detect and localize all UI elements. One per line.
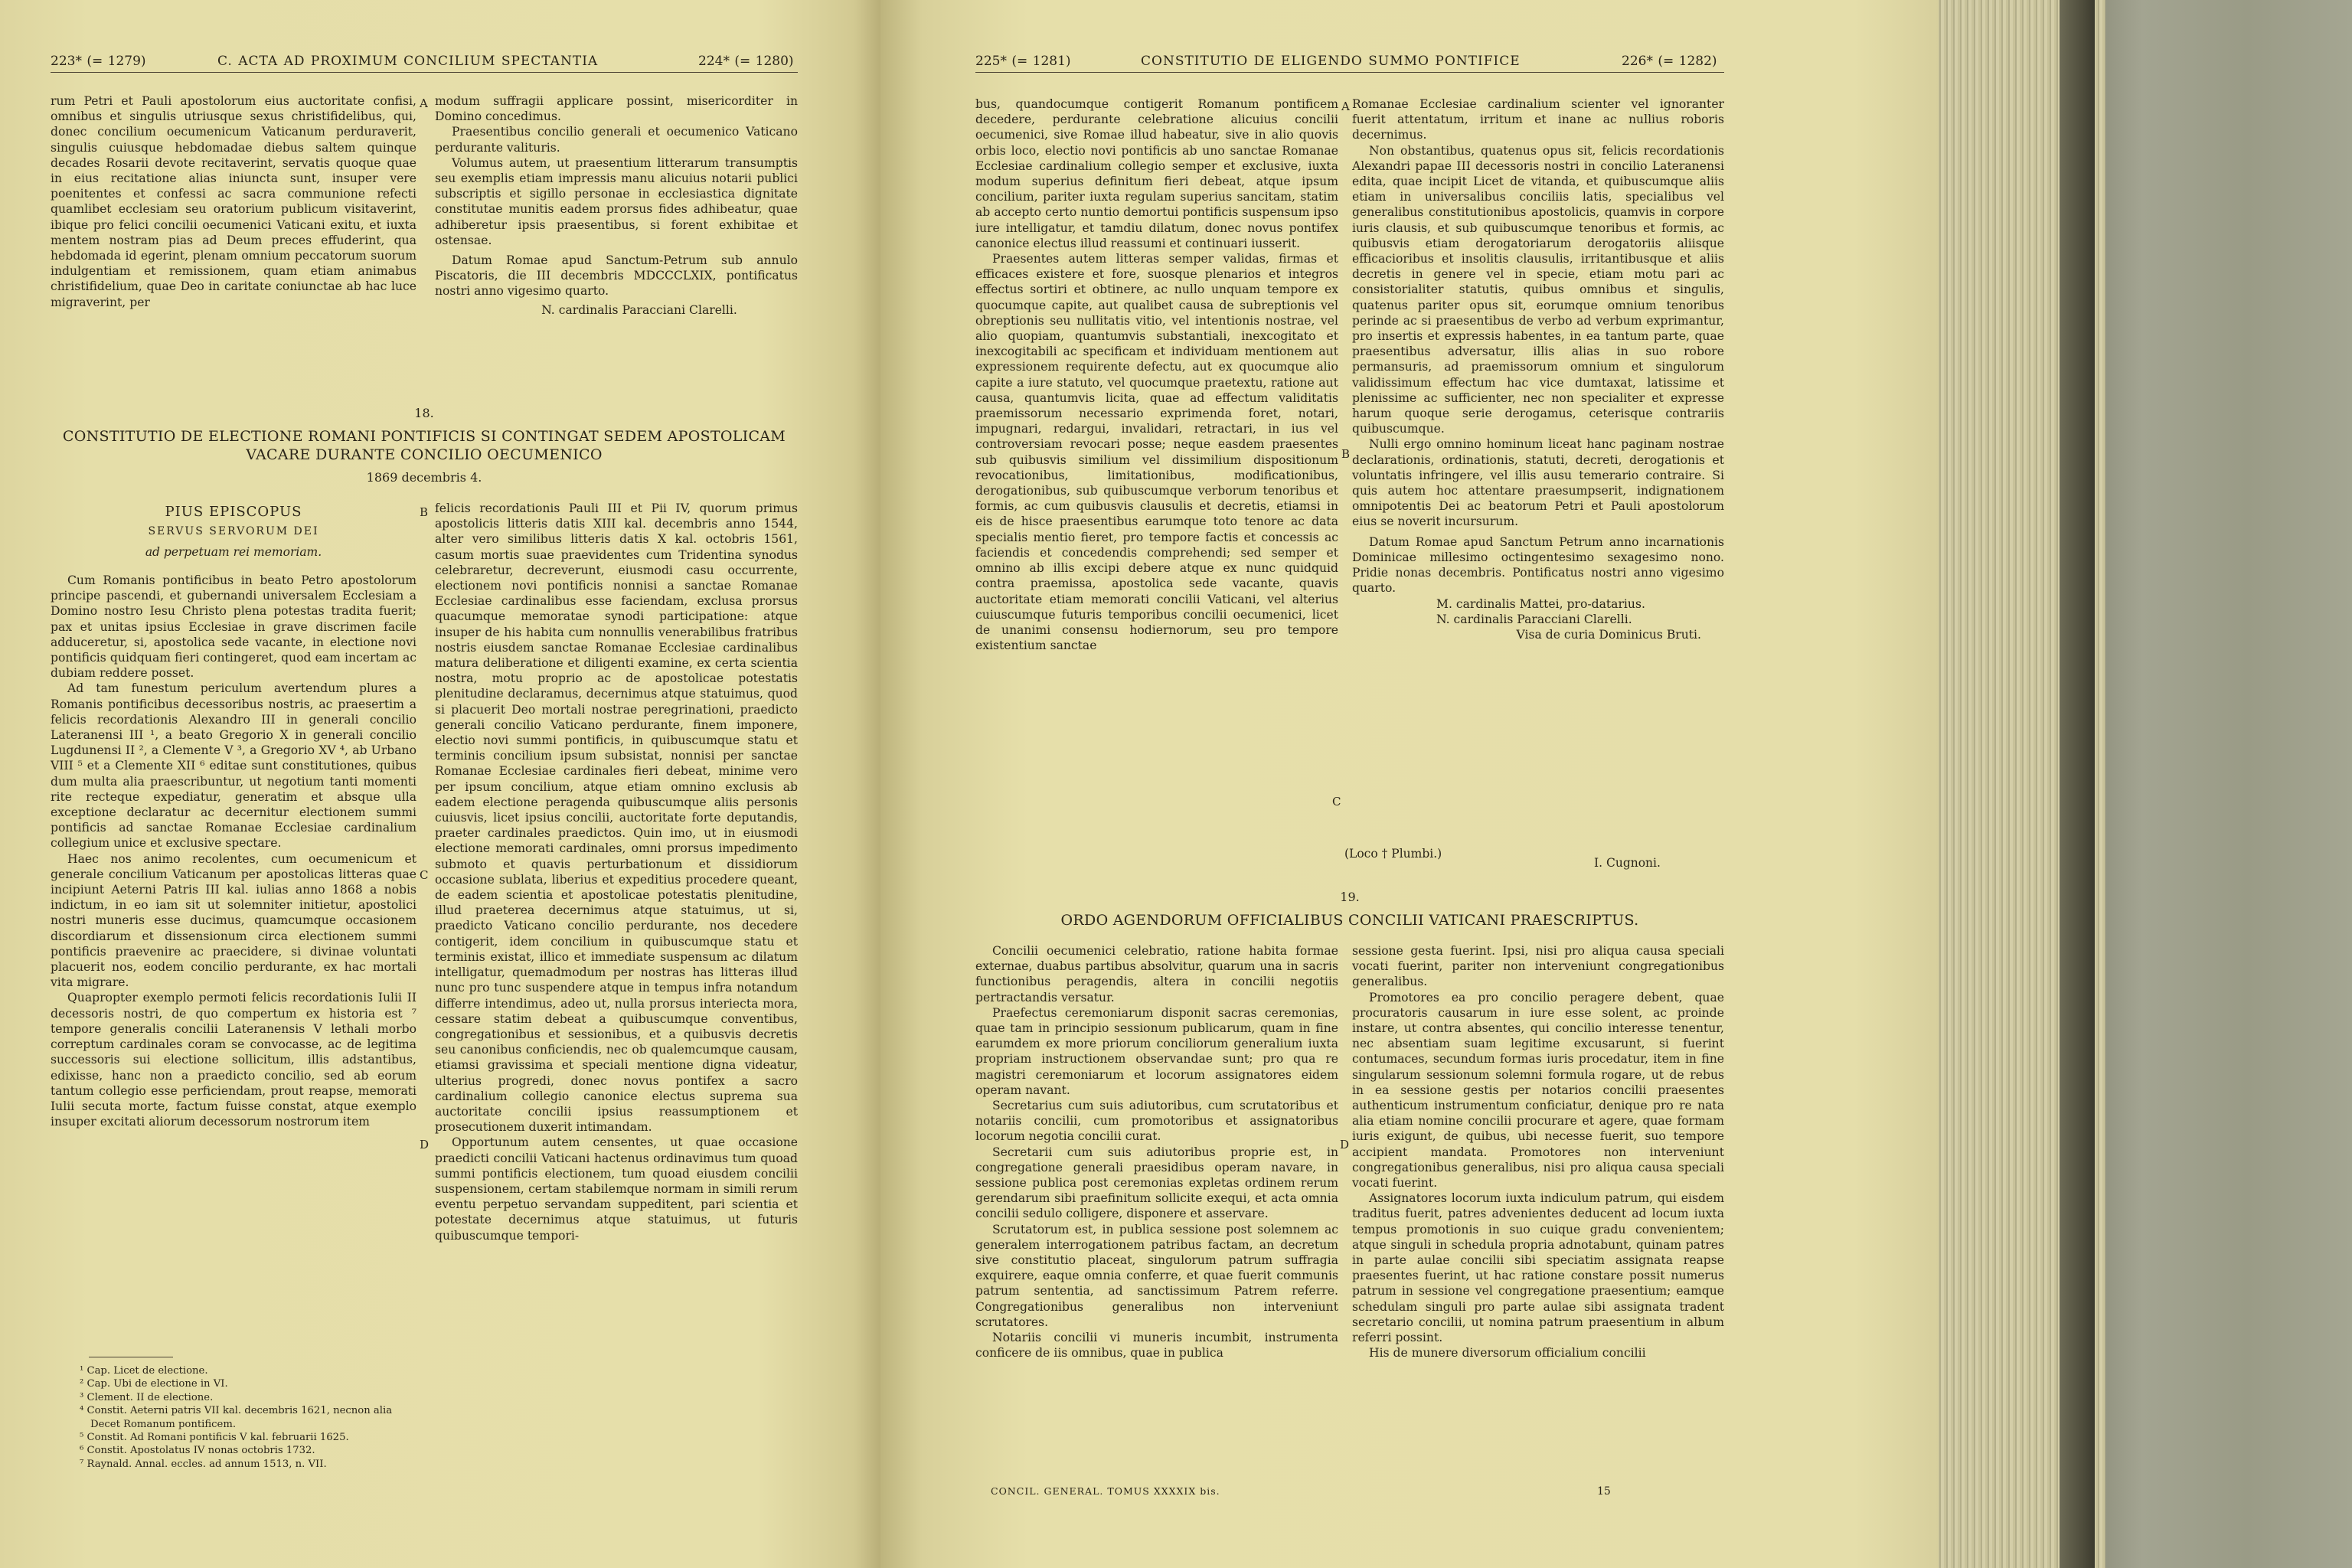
footnote: ⁵ Constit. Ad Romani pontificis V kal. februarii 1625. (80, 1432, 349, 1444)
footnote: ⁷ Raynald. Annal. eccles. ad annum 1513, n. VII. (80, 1458, 327, 1470)
paragraph: Secretarii cum suis adiutoribus proprie est, in congregatione generali praesidibus operam navare, in sessione publica post ceremonias expletas ordinem rerum gerendarum sibi praefinitum sollicite exequi, et acta omnia concilii sedulo colligere, disponere et asservare. (975, 1145, 1338, 1221)
footnote: ² Cap. Ubi de electione in VI. (80, 1378, 228, 1390)
paragraph: Ad tam funestum periculum avertendum plures a Romanis pontificibus decessoribus nostris, ac praesertim a felicis recordationis Alexandro III in generali concilio Lateranensi III ¹, a beato Gregorio X in generali concilio Lugdunensi II ², a Clemente V ³, a Gregorio XV ⁴, ab Urbano VIII ⁵ et a Clemente XII ⁶ editae sunt constitutiones, quibus dum multa alia praescribuntur, ut negotium tanti momenti rite recteque expediatur, generatim et absque ulla exceptione declaratur ac decernitur electionem summi pontificis ad sanctae Romanae Ecclesiae cardinalium collegium unice et exclusive spectare. (51, 681, 416, 851)
paragraph: Volumus autem, ut praesentium litterarum transumptis seu exemplis etiam impressis manu alicuius notarii publici subscriptis et sigillo personae in ecclesiastica dignitate constitutae munitis eadem prorsus fides adhibeatur, quae adhiberetur ipsis praesentibus, si forent exhibitae et ostensae. (435, 155, 798, 247)
right-page (880, 0, 1939, 1568)
running-head: C. ACTA AD PROXIMUM CONCILIUM SPECTANTIA (217, 54, 599, 69)
paragraph: Notariis concilii vi muneris incumbit, instrumenta conficere de iis omnibus, quae in publica (975, 1331, 1338, 1361)
pius-title: PIUS EPISCOPUS (165, 504, 302, 520)
document-date: 1869 decembris 4. (366, 470, 482, 485)
paragraph: Praesentes autem litteras semper validas, firmas et efficaces existere et fore, suosque plenarios et integros effectus sortiri et obtinere, ac nullo unquam tempore ex quocumque capite, aut qualibet causa de subreptionis vel obreptionis seu nullitatis vitio, vel intentionis nostrae, vel alio quopiam, quantumvis substantiali, inexcogitato et inexcogitabili ac specificam et individuam mentionem aut expressionem requirente defectu, aut ex quocumque alio capite a iure statuto, vel quocumque praetextu, ratione aut causa, quantumvis licita, quae ad effectum validitatis praemissorum necessario exprimenda foret, notari, impugnari, redargui, invalidari, retractari, in ius vel controversiam revocari posse; neque easdem praesentes sub quibusvis similium vel dissimilium dispositionum revocationibus, limitationibus, modificationibus, derogationibus, sub quibuscumque verborum tenoribus et formis, ac cum quibusvis clausulis et decretis, etiamsi in eis de hisce praesentibus earumque toto tenore ac data specialis mentio fieret, pro tempore factis et concessis ac faciendis et concedendis comprehendi; sed semper et omnino ab illis excipi debere atque ex nunc quidquid contra praemissa, apostolica sede vacante, quavis auctoritate etiam memorati concilii Vaticani, vel alterius cuiuscumque futuris temporibus concilii oecumenici, licet de unanimi consensu hodiernorum, seu pro tempore existentium sanctae (975, 252, 1338, 653)
paragraph: rum Petri et Pauli apostolorum eius auctoritate confisi, omnibus et singulis utriusque sexus christifidelibus, qui, donec concilium oecumenicum Vaticanum perduraverit, singulis cuiusque hebdomadae diebus saltem quinque decades Rosarii devote recitaverint, servatis quoque quae in eius recitatione alias iniuncta sunt, insuper vere poenitentes et confessi ac sacra communione refecti quamlibet ecclesiam seu oratorium publicum visitaverint, ibique pro felici concilii oecumenici Vaticani exitu, et iuxta mentem nostram pias ad Deum preces effuderint, qua hebdomada id egerint, plenam omnium peccatorum suorum indulgentiam et remissionem, quam etiam animabus christifidelium, quae Deo in caritate coniunctae ab hac luce migraverint, per (51, 94, 416, 309)
paragraph: felicis recordationis Pauli III et Pii IV, quorum primus apostolicis litteris datis XIII kal. decembris anno 1544, alter vero similibus litteris datis X kal. octobris 1561, casum mortis suae praevidentes cum Tridentina synodus celebraretur, decreverunt, eiusmodi casu occurrente, electionem novi pontificis nonnisi a sanctae Romanae Ecclesiae cardinalibus esse faciendam, exclusa prorsus quacumque memoratae synodi participatione: atque insuper de his habita cum nonnullis venerabilibus fratribus nostris eiusdem sanctae Romanae Ecclesiae cardinalibus matura deliberatione et diligenti examine, ex certa scientia nostra, motu proprio ac de apostolicae potestatis plenitudine declaramus, decernimus atque statuimus, quod si placuerit Deo mortali nostrae peregrinationi, praedicto generali concilio Vaticano perdurante, finem imponere, electio novi summi pontificis, in quibuscumque statu et terminis concilium ipsum subsistat, nonnisi per sanctae Romanae Ecclesiae cardinales fieri debeat, minime vero per ipsum concilium, atque etiam omnino exclusis ab eadem electione peragenda quibuscumque aliis personis cuiusvis, licet ipsius concilii, auctoritate forte deputandis, praeter cardinales praedictos. Quin imo, ut in eiusmodi electione memorati cardinales, omni prorsus impedimento submoto et quavis perturbationum et dissidiorum occasione sublata, liberius et expeditius procedere queant, de eadem scientia et apostolicae potestatis plenitudine, illud praeterea decernimus atque statuimus, ut si, praedicto Vaticano concilio perdurante, nos decedere contigerit, idem concilium in quibuscumque statu et terminis existat, illico et immediate suspensum ac dilatum intelligatur, quemadmodum per nostras has litteras illud nunc pro tunc suspendere atque in tempus infra notandum differre intendimus, adeo ut, nulla prorsus interiecta mora, cessare statim debeat a quibuscumque conventibus, congregationibus et sessionibus, et a quibusvis decretis seu canonibus conficiendis, nec ob qualemcumque causam, etiamsi gravissima et speciali mentione digna videatur, ulterius progredi, donec novus pontifex a sacro cardinalium collegio canonice electus suprema sua auctoritate concilii ipsius reassumptionem et prosecutionem duxerit intimandam. (435, 501, 798, 1135)
signature-mark: CONCIL. GENERAL. TOMUS XXXXIX bis. (991, 1485, 1220, 1497)
paragraph: bus, quandocumque contigerit Romanum pontificem decedere, perdurante celebratione alicuius concilii oecumenici, sive Romae illud habeatur, sive in alio quovis orbis loco, electio novi pontificis ab uno sanctae Romanae Ecclesiae cardinalium collegio semper et exclusive, iuxta modum superius definitum fieri debeat, atque ipsum concilium, pariter iuxta regulam superius sancitam, statim ab accepto certo nuntio demortui pontificis suspensum ipso iure intelligatur, et tamdiu dilatum, donec novus pontifex canonice electus illud reassumi et continuari iusserit. (975, 97, 1338, 250)
text-column (435, 501, 798, 1243)
document-title: ORDO AGENDORUM OFFICIALIBUS CONCILII VATICANI PRAESCRIPTUS. (1060, 912, 1639, 929)
margin-letter: B (1341, 447, 1351, 461)
signature: M. cardinalis Mattei, pro-datarius. (1436, 596, 1645, 611)
margin-letter: D (420, 1138, 430, 1152)
document-number: 19. (1340, 890, 1360, 904)
signature: N. cardinalis Paracciani Clarelli. (541, 302, 737, 317)
page-number: 15 (1597, 1485, 1611, 1498)
servus-line: SERVUS SERVORUM DEI (148, 525, 319, 537)
margin-letter: A (1341, 100, 1350, 113)
page-number-right: 224* (= 1280) (698, 54, 794, 69)
running-head: CONSTITUTIO DE ELIGENDO SUMMO PONTIFICE (1141, 54, 1521, 69)
document-number: 18. (414, 406, 434, 420)
paragraph: Nulli ergo omnino hominum liceat hanc paginam nostrae declarationis, ordinationis, statuti, decreti, derogationis et voluntatis infringere, vel illis ausu temerario contraire. Si quis autem hoc attentare praesumpserit, indignationem omnipotentis Dei ac beatorum Petri et Pauli apostolorum eius se noverit incursurum. (1352, 437, 1724, 529)
text-column (975, 96, 1338, 653)
text-column (975, 943, 1338, 1361)
paragraph: Cum Romanis pontificibus in beato Petro apostolorum principe pascendi, et gubernandi universalem Ecclesiam a Domino nostro Iesu Christo plena potestas tradita fuerit; pax et unitas ipsius Ecclesiae in grave discrimen facile adduceretur, si, apostolica sede vacante, in electione novi pontificis quidquam fieri contingeret, quod eam incertam ac dubiam reddere posset. (51, 573, 416, 681)
footnote: ³ Clement. II de electione. (80, 1391, 214, 1403)
page-number-right: 226* (= 1282) (1622, 54, 1717, 69)
margin-letter: A (420, 96, 428, 110)
footnote: ¹ Cap. Licet de electione. (80, 1365, 208, 1377)
paragraph: Assignatores locorum iuxta indiculum patrum, qui eisdem traditus fuerit, patres advenientes deducent ad locum iuxta tempus promotionis in suo cuique gradu convenientem; atque singuli in schedula propria adnotabunt, quinam patres in parte aulae concilii sibi speciatim assignata reapse praesentes fuerint, ut hac ratione constare possit numerus patrum in sessione vel congregatione praesentium; eamque schedulam singuli pro parte aulae sibi assignata tradent secretario concilii, ut nomina patrum praesentium in album referri possint. (1352, 1191, 1724, 1345)
footnote: ⁴ Constit. Aeterni patris VII kal. decembris 1621, necnon alia Decet Romanum pontificem. (80, 1405, 393, 1430)
background-surface (2090, 0, 2352, 1568)
paragraph: Datum Romae apud Sanctum-Petrum sub annulo Piscatoris, die III decembris MDCCCLXIX, pontificatus nostri anno vigesimo quarto. (435, 253, 798, 299)
page-number-left: 223* (= 1279) (51, 54, 146, 69)
margin-letter: C (1332, 795, 1341, 808)
paragraph: Opportunum autem censentes, ut quae occasione praedicti concilii Vaticani hactenus ordinavimus tum quoad summi pontificis electionem, tum quoad eiusdem concilii suspensionem, certam stabilemque normam in simili rerum eventu perpetuo servandam suppeditent, pari scientia et potestate decernimus atque statuimus, ut futuris quibuscumque tempori- (435, 1135, 798, 1243)
signature: Visa de curia Dominicus Bruti. (1516, 627, 1701, 642)
document-title-line-1: CONSTITUTIO DE ELECTIONE ROMANI PONTIFICIS SI CONTINGAT SEDEM APOSTOLICAM (62, 428, 786, 445)
text-column (1352, 943, 1724, 1361)
paragraph: Haec nos animo recolentes, cum oecumenicum et generale concilium Vaticanum per apostolicas litteras quae incipiunt Aeterni Patris III kal. iulias anno 1868 a nobis indictum, in eo iam sit ut solemniter initietur, apostolici nostri muneris esse ducimus, quamcumque occasionem discordiarum et dissensionum circa electionem summi pontificis praevenire ac praecidere, si divinae voluntati placuerit nos, eodem concilio perdurante, ex hac mortali vita migrare. (51, 851, 416, 990)
footnote: ⁶ Constit. Apostolatus IV nonas octobris 1732. (80, 1445, 315, 1457)
margin-letter: D (1340, 1138, 1350, 1152)
signature: I. Cugnoni. (1594, 856, 1661, 870)
paragraph: modum suffragii applicare possint, misericorditer in Domino concedimus. (435, 94, 798, 124)
footnotes (80, 1364, 416, 1471)
paragraph: Quapropter exemplo permoti felicis recordationis Iulii II decessoris nostri, de quo compertum ex historia est ⁷ tempore generalis concilii Lateranensis V lethali morbo correptum cardinales coram se convocasse, ac de legitima successoris sui electione sollicitum, illis adstantibus, edixisse, hanc non a praedicto concilio, sed ab eorum tantum collegio esse perficiendam, prout reapse, memorati Iulii secuta morte, factum fuisse constat, atque exemplo insuper excitati aliorum decessorum nostrorum item (51, 991, 416, 1129)
paragraph: Scrutatorum est, in publica sessione post solemnem ac generalem interrogationem patribus factam, an decretum sive constitutio placeat, singulorum patrum suffragia exquirere, eaque omnia conferre, et quae fuerit communis patrum sententia, ad sanctissimum Patrem referre. Congregationibus generalibus non interveniunt scrutatores. (975, 1222, 1338, 1329)
paragraph: Praefectus ceremoniarum disponit sacras ceremonias, quae tam in principio sessionum publicarum, quam in fine earumdem ex more priorum conciliorum generalium iuxta propriam instructionem observandae sunt; pro qua re magistri ceremoniarum et locorum assignatores eidem operam navant. (975, 1005, 1338, 1097)
signature: N. cardinalis Paracciani Clarelli. (1436, 612, 1632, 626)
left-page (0, 0, 880, 1568)
book-edge-shadow (2060, 0, 2095, 1568)
paragraph: Promotores ea pro concilio peragere debent, quae procuratoris causarum in iure esse solent, ac proinde instare, ut contra absentes, qui concilio interesse tenentur, nec absentiam suam legitime excusarunt, si fuerint contumaces, secundum formas iuris procedatur, item in fine singularum sessionum solemni formula rogare, ut de rebus in ea sessione gestis per notarios concilii praesentes authenticum instrumentum conficiatur, denique pro re nata alia etiam nomine concilii procurare et agere, quae formam iuris exigunt, de quibus, ubi necesse fuerit, suo tempore accipient mandata. Promotores non interveniunt congregationibus generalibus, nisi pro aliqua causa speciali vocati fuerint. (1352, 990, 1724, 1191)
paragraph: His de munere diversorum officialium concilii (1369, 1346, 1646, 1361)
text-column (51, 573, 416, 1129)
paragraph: Praesentibus concilio generali et oecumenico Vaticano perdurante valituris. (435, 125, 798, 155)
memoriam-line: ad perpetuam rei memoriam. (145, 545, 322, 559)
header-rule (51, 72, 798, 73)
text-column (51, 93, 416, 310)
paragraph: sessione gesta fuerint. Ipsi, nisi pro aliqua causa speciali vocati fuerint, pariter non interveniunt congregationibus generalibus. (1352, 944, 1724, 989)
margin-letter: B (420, 505, 429, 519)
seal-note: (Loco † Plumbi.) (1344, 847, 1442, 861)
document-title-line-2: VACARE DURANTE CONCILIO OECUMENICO (246, 446, 603, 463)
paragraph: Concilii oecumenici celebratio, ratione habita formae externae, duabus partibus absolvitur, quarum una in sacris functionibus peragendis, altera in concilii negotiis pertractandis versatur. (975, 944, 1338, 1004)
text-column (1352, 96, 1724, 642)
paragraph: Romanae Ecclesiae cardinalium scienter vel ignoranter fuerit attentatum, irritum et inane ac nullius roboris decernimus. (1352, 97, 1724, 142)
margin-letter: C (420, 868, 429, 882)
header-rule (975, 72, 1724, 73)
paragraph: Non obstantibus, quatenus opus sit, felicis recordationis Alexandri papae III decessoris nostri in concilio Lateranensi edita, quae incipit Licet de vitanda, et quibuscumque aliis etiam in universalibus conciliis latis, specialibus vel generalibus constitutionibus apostolicis, quamvis in corpore iuris clausis, et sub quibuscumque tenoribus et formis, ac quibusvis etiam derogatoriarum derogatoriis aliisque efficacioribus et insolitis clausulis, irritantibusque et aliis decretis in genere vel in specie, etiam motu pari ac consistorialiter statutis, quibus omnibus et singulis, quatenus pariter opus sit, eorumque omnium tenoribus perinde ac si praesentibus de verbo ad verbum exprimantur, pro insertis et expressis habentes, in ea tantum parte, quae praesentibus adversatur, illis alias in suo robore permansuris, ad praemissorum omnium et singulorum validissimum effectum hac vice dumtaxat, latissime et plenissime ac sufficienter, nec non specialiter et expresse harum quoque serie derogamus, ceterisque contrariis quibuscumque. (1352, 143, 1724, 436)
paragraph: Datum Romae apud Sanctum Petrum anno incarnationis Dominicae millesimo octingentesimo sexagesimo nono. Pridie nonas decembris. Pontificatus nostri anno vigesimo quarto. (1352, 534, 1724, 596)
text-column (435, 93, 798, 321)
paragraph: Secretarius cum suis adiutoribus, cum scrutatoribus et notariis concilii, cum promotoribus et assignatoribus locorum negotia concilii curat. (975, 1099, 1338, 1144)
page-number-left: 225* (= 1281) (975, 54, 1071, 69)
